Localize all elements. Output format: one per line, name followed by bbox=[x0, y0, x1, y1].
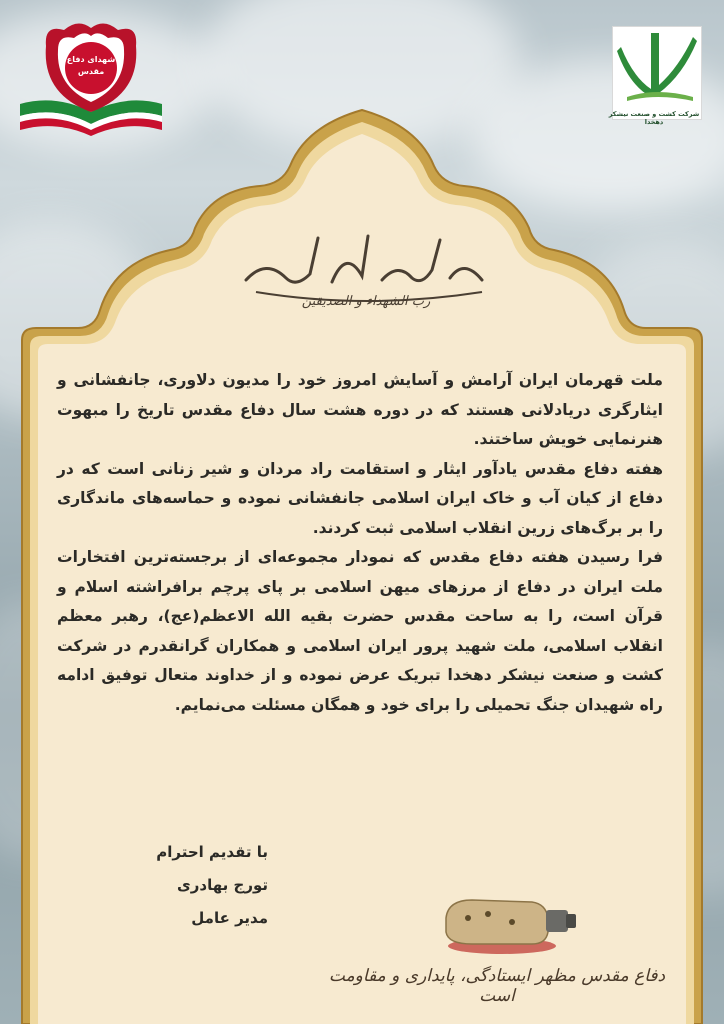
sugarcane-icon bbox=[613, 27, 701, 107]
paragraph: ملت قهرمان ایران آرامش و آسایش امروز خود را مدیون دلاوری، جانفشانی و ایثارگری دریادلانی هستند که در دوره هشت سال دفاع مقدس تاریخ را مبهوت هنرنمایی خویش ساختند. bbox=[57, 371, 663, 448]
letter bbox=[38, 352, 683, 1024]
paragraph: هفته دفاع مقدس یادآور ایثار و استقامت راد مردان و شیر زنانی است که در دفاع از کیان آب و خاک ایران اسلامی جانفشانی نموده و حماسه‌های ماندگاری را بر برگ‌های زرین انقلاب اسلامی ثبت کردند. bbox=[57, 459, 663, 537]
canteen-illustration bbox=[432, 888, 582, 958]
signature-closing: با تقدیم احترام bbox=[156, 843, 268, 861]
emblem-logo bbox=[16, 16, 166, 136]
calligraphy-text: رب الشهداء و الصدیقین bbox=[301, 294, 431, 309]
signature-block bbox=[88, 836, 268, 935]
letter-body bbox=[57, 366, 663, 720]
signature-title: مدیر عامل bbox=[191, 909, 268, 927]
company-logo-caption: شرکت کشت و صنعت نیشکر دهخدا bbox=[608, 110, 700, 126]
signature-name: تورج بهادری bbox=[177, 876, 268, 894]
company-logo bbox=[612, 26, 702, 120]
emblem-text: شهدای دفاع مقدس bbox=[66, 55, 116, 76]
calligraphy-title bbox=[236, 218, 496, 318]
footer-slogan: دفاع مقدس مظهر ایستادگی، پایداری و مقاومت است bbox=[328, 966, 666, 1006]
paragraph: فرا رسیدن هفته دفاع مقدس که نمودار مجموعه‌ای از برجسته‌ترین افتخارات ملت ایران در دفاع از مرزهای میهن اسلامی بر پای پرچم برافراشته اسلام و قرآن است، را به ساحت مقدس حضرت بقیه الله الاعظم(عج)، رهبر معظم انقلاب اسلامی، ملت شهید پرور ایران اسلامی و همکاران گرانقدرم در شرکت کشت و صنعت نیشکر دهخدا تبریک عرض نموده و از خداوند متعال توفیق ادامه راه شهیدان جنگ تحمیلی را برای خود و همگان مسئلت می‌نمایم. bbox=[57, 548, 663, 714]
